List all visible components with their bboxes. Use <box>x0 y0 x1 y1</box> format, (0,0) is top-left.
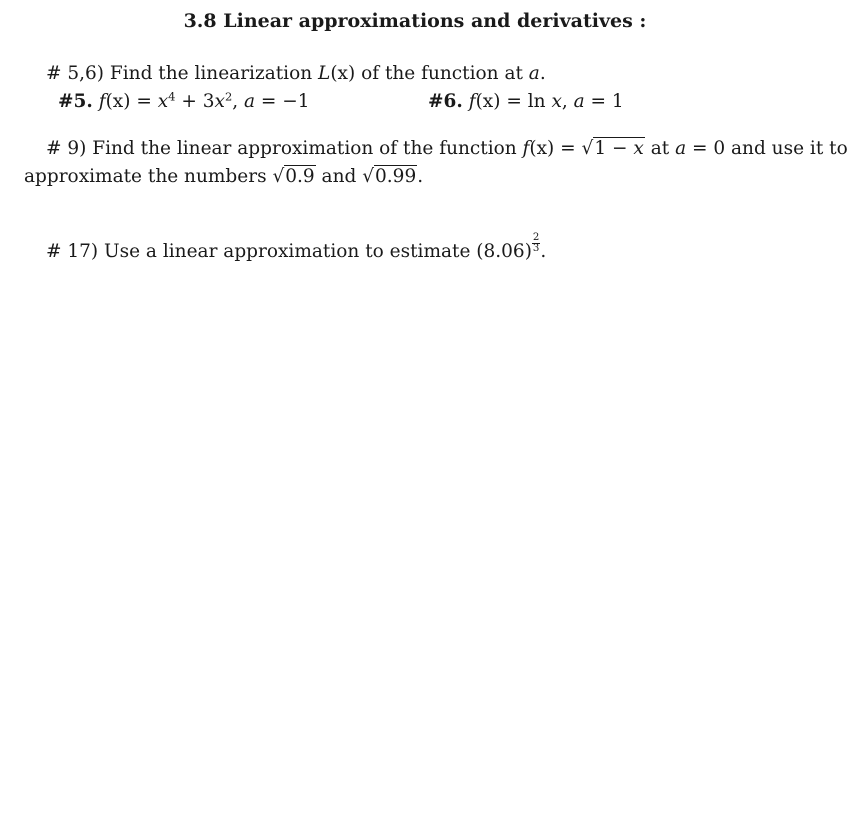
radical-icon: √ <box>272 166 285 187</box>
sqrt-0-99: √0.99 <box>362 166 417 187</box>
page-title: 3.8 Linear approximations and derivatives : <box>183 10 647 32</box>
radical-icon: √ <box>581 138 594 159</box>
problem-5-6-statement: # 5,6) Find the linearization L(x) of the function at a. <box>46 63 546 84</box>
problem-17: # 17) Use a linear approximation to estimate (8.06) $\frac{2}{3}$ . <box>46 232 547 262</box>
fraction-exponent: $\frac{2}{3}$ <box>532 232 540 255</box>
sqrt-0-9: √0.9 <box>272 166 315 187</box>
radical-icon: √ <box>362 166 375 187</box>
problem-6-label: #6. <box>428 91 463 112</box>
problem-9-line-1: # 9) Find the linear approximation of the function f(x) = √1 − x at a = 0 and use it to <box>46 138 848 159</box>
problem-5-label: #5. <box>58 91 93 112</box>
problem-5: #5. $f(x) = x^4 + 3x^2$, a = −1 <box>58 89 310 112</box>
sqrt-1-minus-x: √1 − x <box>581 138 644 159</box>
problem-9-line-2: approximate the numbers √0.9 and √0.99. <box>24 166 424 187</box>
problem-6: #6. f(x) = ln x, a = 1 <box>428 91 624 112</box>
